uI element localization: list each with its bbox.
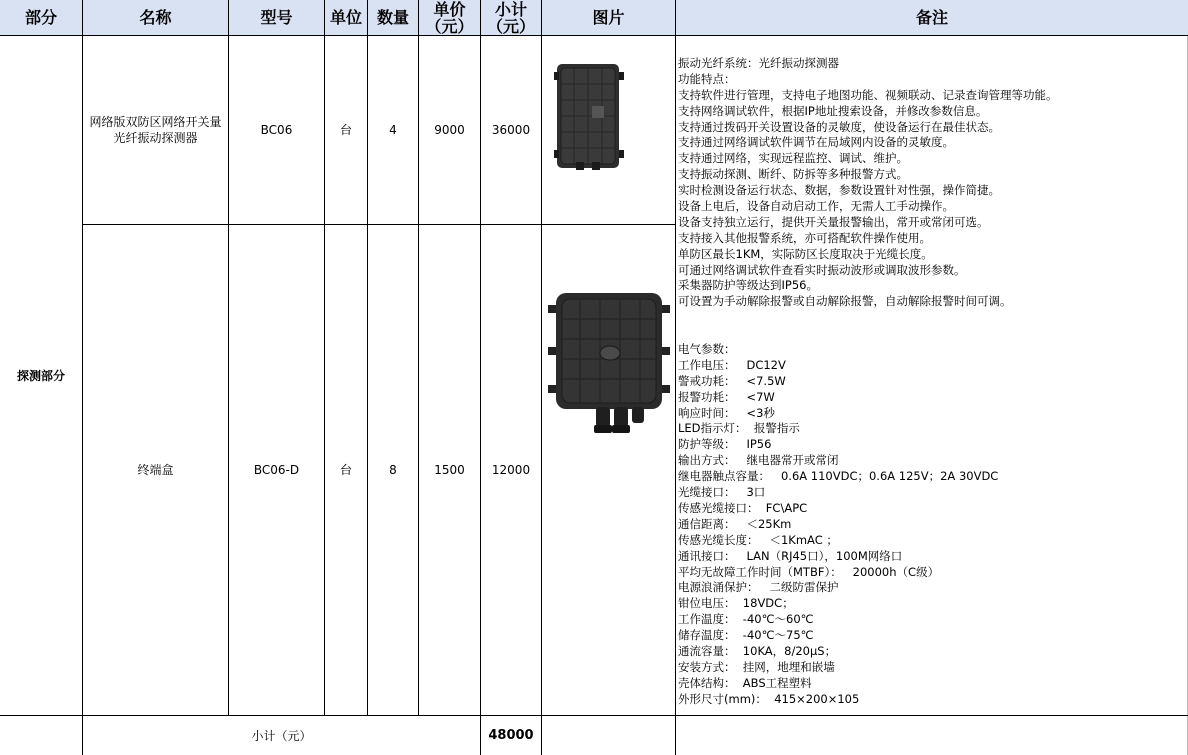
remark-line: 工作电压： DC12V: [678, 357, 786, 372]
remark-line: 支持通过网络调试软件调节在局域网内设备的灵敏度。: [678, 135, 954, 150]
remark-line: 支持通过拨码开关设置设备的灵敏度，使设备运行在最佳状态。: [678, 119, 1000, 134]
remark-line: 传感光缆接口： FC\APC: [678, 500, 808, 515]
remark-line: 外形尺寸(mm)： 415×200×105: [678, 691, 860, 706]
remark-line: 通信距离： ＜25Km: [678, 516, 792, 531]
table-row-subtotal: [481, 225, 541, 715]
remark-line: 通讯接口： LAN（RJ45口），100M网络口: [678, 548, 903, 563]
remark-line: 传感光缆长度： ＜1KmAC ；: [678, 532, 838, 547]
row-1-price: 9000: [434, 123, 465, 137]
remark-line: 钳位电压： 18VDC；: [678, 596, 794, 611]
table-row-qty: [368, 36, 418, 224]
row-2-name: 终端盒: [137, 463, 174, 477]
remark-line: [678, 310, 1183, 326]
row-2-unit: 台: [339, 463, 352, 477]
remark-line: 储存温度： -40℃～75℃: [678, 628, 814, 643]
header-model-label: 型号: [260, 8, 293, 27]
table-row-name: [83, 225, 228, 715]
header-section: [0, 0, 83, 36]
footer-label-text: 小计（元）: [251, 728, 312, 743]
remark-line: 设备上电后，设备自动启动工作，无需人工手动操作。: [678, 199, 954, 214]
table-row-price: [419, 225, 480, 715]
table-row-subtotal: [481, 36, 541, 224]
row-1-qty: 4: [389, 123, 397, 137]
remark-line: [678, 326, 1183, 342]
header-price-unit: （元）: [425, 16, 474, 36]
header-subtotal-label: 小计: [494, 0, 527, 19]
remark-line: 采集器防护等级达到IP56。: [678, 278, 818, 293]
remark-line: 功能特点：: [678, 71, 736, 86]
remark-line: 可通过网络调试软件查看实时振动波形或调取波形参数。: [678, 262, 966, 277]
header-remarks: [676, 0, 1188, 36]
remark-line: 防护等级： IP56: [678, 437, 772, 452]
remark-line: 工作温度： -40℃～60℃: [678, 612, 814, 627]
remark-line: 继电器触点容量： 0.6A 110VDC；0.6A 125V；2A 30VDC: [678, 469, 999, 484]
remark-line: 支持通过网络，实现远程监控、调试、维护。: [678, 151, 908, 166]
header-model: [229, 0, 325, 36]
remark-line: 警戒功耗： <7.5W: [678, 373, 786, 388]
remark-line: 输出方式： 继电器常开或常闭: [678, 453, 839, 468]
remark-line: 可设置为手动解除报警或自动解除报警，自动解除报警时间可调。: [678, 294, 1012, 309]
header-price: [419, 0, 481, 36]
grid-line: [541, 36, 542, 755]
row-2-subtotal: 12000: [491, 463, 531, 477]
section-label: [0, 36, 82, 715]
remark-line: 光缆接口： 3口: [678, 485, 766, 500]
header-subtotal: [481, 0, 542, 36]
footer-total: [481, 716, 541, 755]
table-row-qty: [368, 225, 418, 715]
remark-line: 支持接入其他报警系统，亦可搭配软件操作使用。: [678, 230, 931, 245]
remark-line: 设备支持独立运行，提供开关量报警输出，常开或常闭可选。: [678, 214, 989, 229]
header-subtotal-unit: （元）: [486, 16, 535, 36]
section-label-text: 探测部分: [16, 368, 65, 383]
remark-line: 支持软件进行管理，支持电子地图功能、视频联动、记录查询管理等功能。: [678, 87, 1058, 102]
remark-line: 响应时间： <3秒: [678, 405, 775, 420]
header-section-label: 部分: [24, 8, 57, 27]
remark-line: 支持网络调试软件，根据IP地址搜索设备，并修改参数信息。: [678, 103, 988, 118]
table-row-price: [419, 36, 480, 224]
header-name: [83, 0, 229, 36]
row-2-model: BC06-D: [253, 463, 300, 477]
row-1-unit: 台: [339, 123, 352, 137]
row-1-subtotal: 36000: [491, 123, 531, 137]
remark-line: 实时检测设备运行状态、数据，参数设置针对性强，操作简捷。: [678, 183, 1000, 198]
header-qty: [368, 0, 419, 36]
header-price-label: 单价: [433, 0, 466, 19]
header-image: [542, 0, 676, 36]
remark-line: 支持振动探测、断纤、防拆等多种报警方式。: [678, 167, 908, 182]
header-image-label: 图片: [592, 8, 625, 27]
header-name-label: 名称: [139, 8, 172, 27]
table-row-name: [83, 36, 228, 224]
footer-label: [83, 716, 480, 755]
row-1-model: BC06: [260, 123, 293, 137]
remark-line: 通流容量： 10KA，8/20μS；: [678, 643, 837, 658]
remark-line: 电气参数：: [678, 342, 736, 357]
header-qty-label: 数量: [376, 8, 409, 27]
remark-line: 壳体结构： ABS工程塑料: [678, 675, 812, 690]
remark-line: 平均无故障工作时间（MTBF）： 20000h（C级）: [678, 564, 940, 579]
table-row-model: [229, 36, 324, 224]
header-unit-label: 单位: [329, 8, 362, 27]
footer-total-value: 48000: [488, 727, 534, 743]
row-2-qty: 8: [389, 463, 397, 477]
remark-line: 单防区最长1KM，实际防区长度取决于光缆长度。: [678, 246, 933, 261]
row-2-price: 1500: [434, 463, 465, 477]
terminal-box-photo: [544, 289, 674, 439]
remark-line: 振动光纤系统：光纤振动探测器: [678, 56, 839, 70]
table-row-unit: [325, 225, 367, 715]
remark-line: LED指示灯： 报警指示: [678, 421, 800, 436]
grid-line: [675, 36, 676, 755]
remark-line: 安装方式： 挂网，地埋和嵌墙: [678, 659, 835, 674]
remarks-text: [678, 56, 1183, 708]
header-remarks-label: 备注: [915, 8, 948, 27]
table-row-model: [229, 225, 324, 715]
header-unit: [325, 0, 368, 36]
detector-box-photo: [554, 62, 624, 170]
remark-line: 电源浪涌保护： 二级防雷保护: [678, 580, 839, 595]
remark-line: 报警功耗： <7W: [678, 389, 775, 404]
row-1-name: 网络版双防区网络开关量光纤振动探测器: [89, 115, 222, 145]
table-row-unit: [325, 36, 367, 224]
